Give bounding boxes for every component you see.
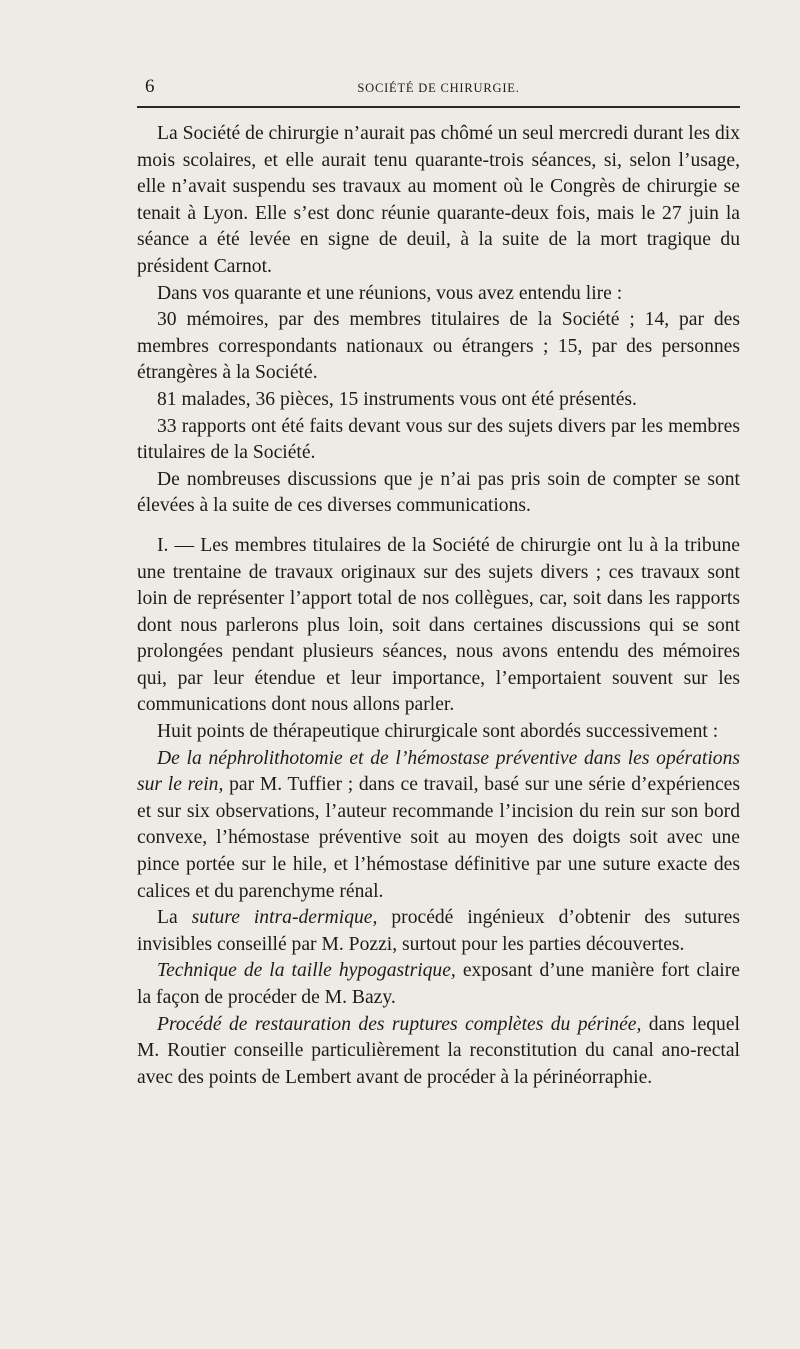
paragraph: 33 rapports ont été faits devant vous sur des sujets divers par les membres titulaires de la Société. — [137, 415, 740, 464]
work-title: Technique de la taille hypogastrique, — [157, 960, 456, 982]
paragraph: Huit points de thérapeutique chirurgicale sont abordés successivement : — [157, 721, 719, 743]
paragraph: La Société de chirurgie n’aurait pas chômé un seul mercredi durant les dix mois scolaires, et elle aurait tenu quarante-trois séances, si, selon l’usage, elle n’avait suspendu ses travaux au moment où le Congrès de chirurgie se tenait à Lyon. Elle s’est donc réunie quarante-deux fois, mais le 27 juin la séance a été levée en signe de deuil, à la suite de la mort tragique du président Carnot. — [137, 123, 740, 277]
paragraph: De nombreuses discussions que je n’ai pas pris soin de compter se sont élevées à la suite de ces diverses communications. — [137, 468, 740, 517]
header-rule — [137, 106, 740, 108]
work-title: suture intra-dermique, — [191, 907, 378, 929]
paragraph: 30 mémoires, par des membres titulaires de la Société ; 14, par des membres correspondants nationaux ou étrangers ; 15, par des personnes étrangères à la Société. — [137, 309, 740, 384]
paragraph: De la néphrolithotomie et de l’hémostase préventive dans les opérations sur le rein, par M. Tuffier ; dans ce travail, basé sur une série d’expériences et sur six observations, l’auteur recommande l’incision du rein sur son bord convexe, l’hémostase préventive soit au moyen des doigts soit avec une pince portée sur le hile, et l’hémostase définitive par une suture exacte des calices et du parenchyme rénal. — [137, 747, 741, 902]
paragraph: La suture intra-dermique, procédé ingénieux d’obtenir des sutures invisibles conseillé par M. Pozzi, surtout pour les parties découvertes. — [137, 907, 740, 955]
paragraph: Technique de la taille hypogastrique, exposant d’une manière fort claire la façon de procéder de M. Bazy. — [137, 960, 740, 1008]
work-title: De la néphrolithotomie et de l’hémostase préventive dans les opérations sur le rein, — [137, 747, 740, 796]
page-header — [137, 74, 740, 102]
running-title: SOCIÉTÉ DE CHIRURGIE. — [357, 81, 520, 95]
paragraph: Dans vos quarante et une réunions, vous avez entendu lire : — [157, 282, 623, 304]
paragraph: Procédé de restauration des ruptures complètes du périnée, dans lequel M. Routier conseille particulièrement la reconstitution du canal ano-rectal avec des points de Lembert avant de procéder à la périnéorraphie. — [137, 1013, 740, 1088]
paragraph: 81 malades, 36 pièces, 15 instruments vous ont été présentés. — [157, 388, 637, 410]
page-number: 6 — [145, 76, 155, 97]
body-text — [137, 121, 740, 1091]
work-title: Procédé de restauration des ruptures complètes du périnée, — [157, 1013, 642, 1035]
section-paragraph: I. — Les membres titulaires de la Société de chirurgie ont lu à la tribune une trentaine de travaux originaux sur des sujets divers ; ces travaux sont loin de représenter l’apport total de nos collègues, car, soit dans les rapports dont nous parlerons plus loin, soit dans certaines discussions qui se sont prolongées pendant plusieurs séances, nous avons entendu des mémoires qui, par leur étendue et leur importance, l’emportaient souvent sur les communications dont nous allons parler. — [137, 534, 740, 716]
